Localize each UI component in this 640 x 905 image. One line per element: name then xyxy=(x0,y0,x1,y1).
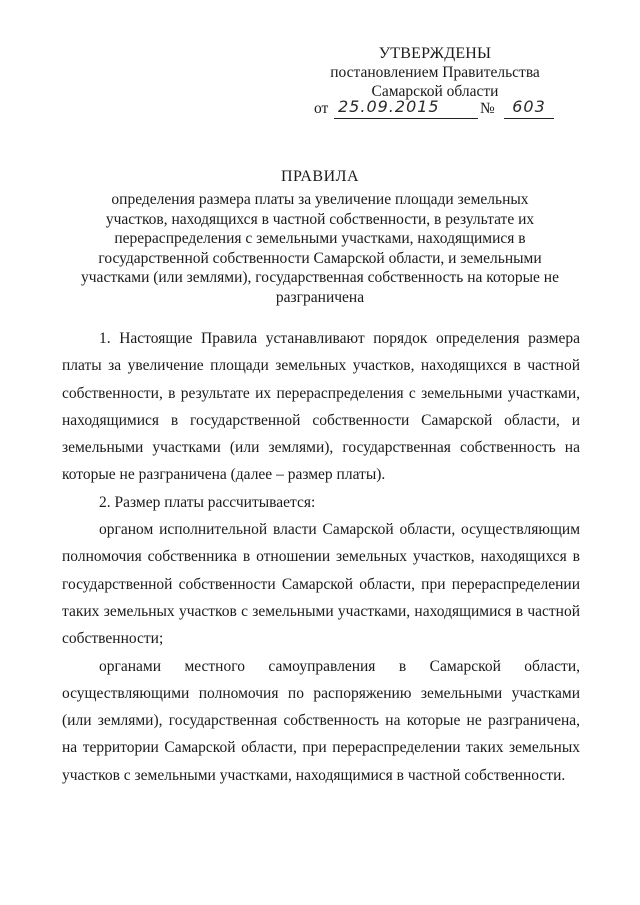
number-prefix: № xyxy=(480,100,495,117)
paragraph-3: органом исполнительной власти Самарской области, осуществляющим полномочия собственника в отношении земельных участков, находящихся в государственной собственности Самарской области, при перераспределении таких земельных участков с земельными участками, находящимися в частной собственности; xyxy=(62,521,580,648)
paragraph-1: 1. Настоящие Правила устанавливают порядок определения размера платы за увеличение площади земельных участков, находящихся в частной собственности, в результате их перераспределения с земельными участками, находящимися в государственной собственности Самарской области, и земельными участками (или землями), государственная собственность на которые не разграничена (далее – размер платы). xyxy=(62,330,580,484)
paragraph-2: 2. Размер платы рассчитывается: xyxy=(99,493,316,511)
document-body xyxy=(62,325,580,789)
approval-heading: УТВЕРЖДЕНЫ xyxy=(378,45,492,62)
document-subtitle: определения размера платы за увеличение площади земельных участков, находящихся в частной собственности, в результате их перераспределения с земельными участками, находящимися в государственной собственности Самарской области, и земельными участками (или землями), государственная собственность на которые не разграничена xyxy=(81,191,559,306)
paragraph-4: органами местного самоуправления в Самарской области, осуществляющими полномочия по распоряжению земельными участками (или землями), государственная собственность на которые не разграничена, на территории Самарской области, при перераспределении таких земельных участков с земельными участками, находящимися в частной собственности. xyxy=(62,657,580,784)
approval-block xyxy=(300,44,570,101)
approval-date-number-line xyxy=(314,97,554,121)
document-title: ПРАВИЛА xyxy=(280,168,360,185)
approval-authority: постановлением Правительства xyxy=(330,64,540,81)
approval-number: 603 xyxy=(504,97,554,119)
approval-date: 25.09.2015 xyxy=(334,97,478,119)
approval-region: Самарской области xyxy=(371,83,499,100)
date-prefix: от xyxy=(314,100,329,117)
